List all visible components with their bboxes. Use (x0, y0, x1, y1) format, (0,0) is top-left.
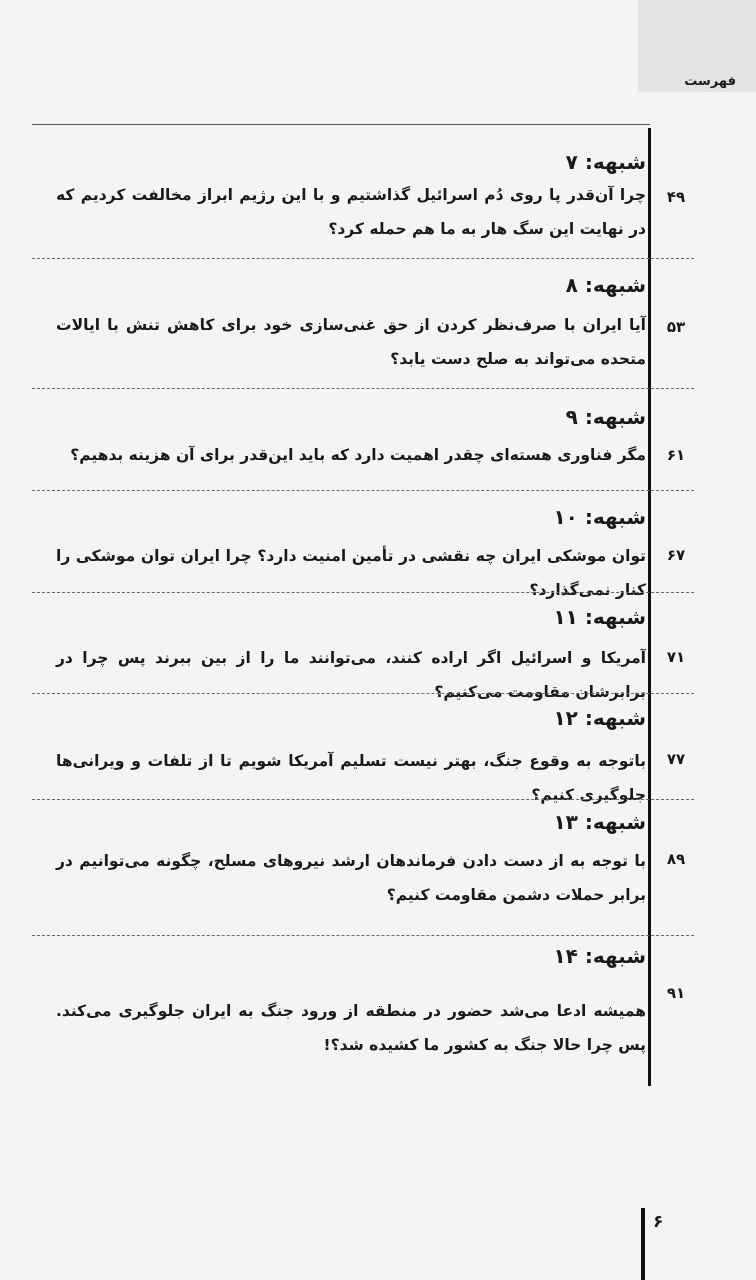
entry-title: شبهه: ۱۱ (553, 605, 646, 629)
entry-text: مگر فناوری هسته‌ای چقدر اهمیت دارد که باید این‌قدر برای آن هزینه بدهیم؟ (70, 446, 646, 464)
entry-page-number: ۶۷ (666, 546, 686, 564)
entry-title: شبهه: ۷ (565, 150, 646, 174)
page-number-column-divider (648, 128, 651, 1086)
entry-text: با توجه به از دست دادن فرماندهان ارشد نیروهای مسلح، چگونه می‌توانیم در برابر حملات دشمن مقاومت کنیم؟ (56, 852, 646, 904)
entry-page-number: ۸۹ (666, 850, 686, 868)
entry-title: شبهه: ۱۰ (553, 505, 646, 529)
entry-separator (32, 693, 694, 694)
entry-title: شبهه: ۸ (565, 273, 646, 297)
entry-text: آیا ایران با صرف‌نظر کردن از حق غنی‌سازی خود برای کاهش تنش با ایالات متحده می‌تواند به صلح دست یابد؟ (56, 316, 646, 368)
entry-page-number: ۴۹ (666, 188, 686, 206)
entry-title: شبهه: ۹ (565, 405, 646, 429)
entry-separator (32, 935, 694, 936)
entry-page-number: ۶۱ (666, 446, 686, 464)
entry-separator (32, 592, 694, 593)
entry-separator (32, 258, 694, 259)
entry-page-number: ۵۳ (666, 318, 686, 336)
entry-text: آمریکا و اسرائیل اگر اراده کنند، می‌توانند ما را از بین ببرند پس چرا در برابرشان مقاومت می‌کنیم؟ (56, 649, 646, 701)
entry-title: شبهه: ۱۴ (553, 944, 646, 968)
entry-separator (32, 388, 694, 389)
entry-page-number: ۷۷ (666, 750, 686, 768)
entry-separator (32, 490, 694, 491)
top-rule (32, 124, 650, 125)
entry-separator (32, 799, 694, 800)
page-header-title: فهرست (684, 74, 736, 89)
footer-bar (641, 1208, 645, 1280)
entry-page-number: ۹۱ (666, 984, 686, 1002)
entry-title: شبهه: ۱۳ (553, 810, 646, 834)
entry-page-number: ۷۱ (666, 648, 686, 666)
entry-text: باتوجه به وقوع جنگ، بهتر نیست تسلیم آمریکا شویم تا از تلفات و ویرانی‌ها جلوگیری کنیم؟ (56, 752, 646, 804)
entry-text: همیشه ادعا می‌شد حضور در منطقه از ورود جنگ به ایران جلوگیری می‌کند. پس چرا حالا جنگ به کشور ما کشیده شد؟! (56, 1002, 646, 1054)
entry-text: توان موشکی ایران چه نقشی در تأمین امنیت دارد؟ چرا ایران توان موشکی را کنار نمی‌گذارد؟ (56, 547, 646, 599)
footer-page-number: ۶ (653, 1212, 664, 1232)
entry-text: چرا آن‌قدر پا روی دُم اسرائیل گذاشتیم و با این رژیم ابراز مخالفت کردیم که در نهایت این سگ هار به ما هم حمله کرد؟ (56, 186, 646, 238)
entry-title: شبهه: ۱۲ (553, 706, 646, 730)
